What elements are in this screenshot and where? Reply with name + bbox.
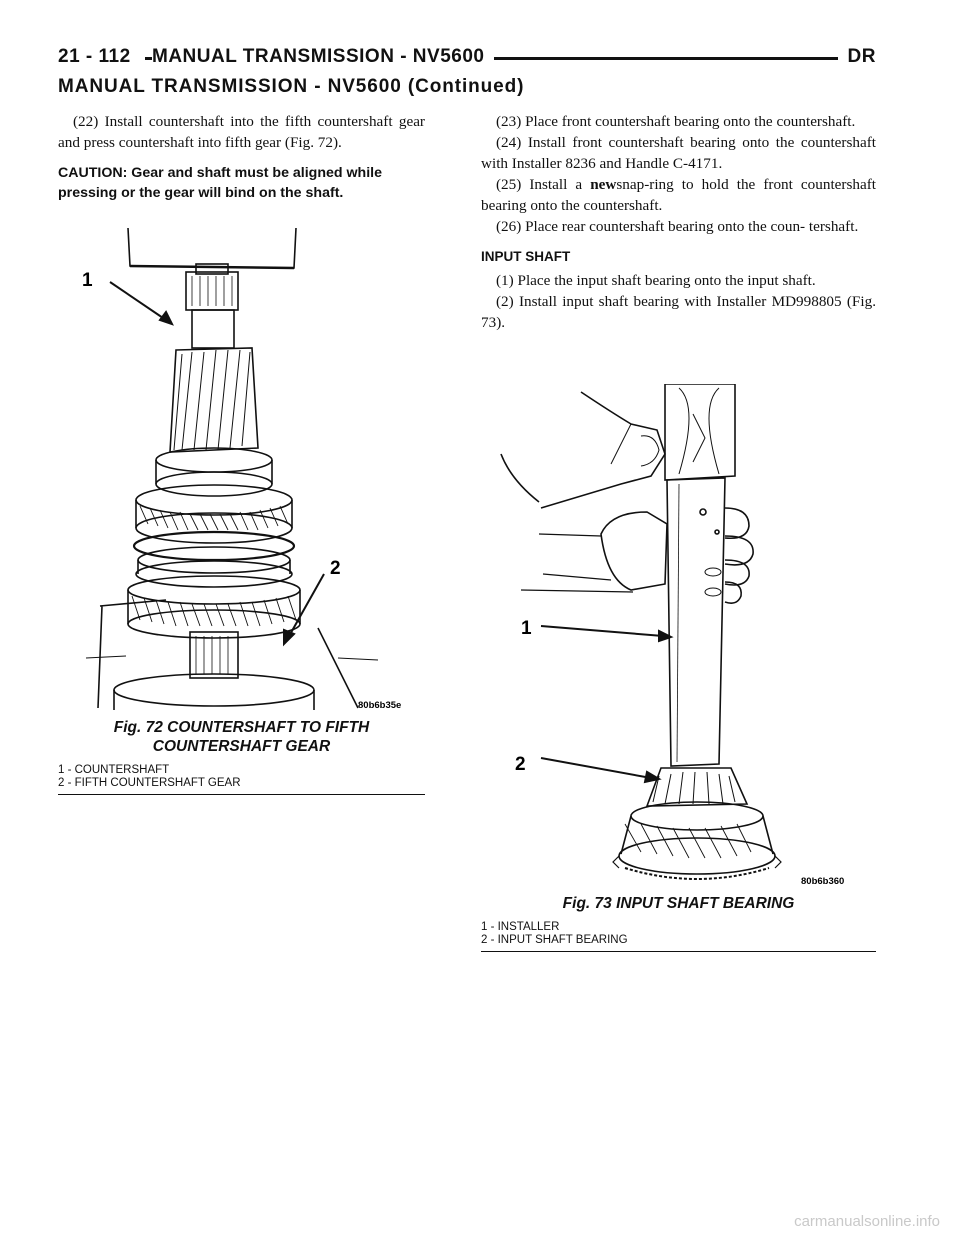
header-title: MANUAL TRANSMISSION - NV5600 <box>152 46 494 68</box>
step-24: (24) Install front countershaft bearing onto the countershaft with Installer 8236 and Handle C-4171. <box>481 134 876 172</box>
step-25-text-a: (25) Install a <box>496 176 591 193</box>
watermark: carmanualsonline.info <box>794 1213 940 1230</box>
step-26: (26) Place rear countershaft bearing onto the coun- tershaft. <box>496 218 859 235</box>
right-column <box>481 111 876 333</box>
fig73-callout-1: 1 <box>521 618 532 639</box>
left-column <box>58 111 425 215</box>
figure-73 <box>481 384 876 952</box>
page-number: 21 - 112 <box>58 46 145 68</box>
figure-72 <box>58 228 425 795</box>
step-25 <box>481 174 876 216</box>
countershaft-gear-illustration <box>58 228 425 718</box>
fig72-callout-1: 1 <box>82 270 93 291</box>
page-subtitle: MANUAL TRANSMISSION - NV5600 (Continued) <box>58 76 525 97</box>
step-25-new: new <box>590 176 617 193</box>
caution-note: CAUTION: Gear and shaft must be aligned while pressing or the gear will bind on the shaft. <box>58 165 382 201</box>
fig72-title-line2: COUNTERSHAFT GEAR <box>152 738 331 755</box>
step-1: (1) Place the input shaft bearing onto the input shaft. <box>496 272 816 289</box>
fig73-legend <box>481 921 876 947</box>
fig73-legend-item-1: 1 - INSTALLER <box>481 921 560 933</box>
input-shaft-bearing-illustration <box>481 384 876 894</box>
fig72-legend-rule <box>58 794 425 795</box>
fig73-legend-rule <box>481 951 876 952</box>
fig73-legend-item-2: 2 - INPUT SHAFT BEARING <box>481 934 628 946</box>
step-22: (22) Install countershaft into the fifth countershaft gear and press countershaft into fifth gear (Fig. 72). <box>58 113 425 151</box>
fig72-code: 80b6b35e <box>358 700 402 711</box>
fig72-title-line1: Fig. 72 COUNTERSHAFT TO FIFTH <box>113 719 370 736</box>
step-2: (2) Install input shaft bearing with Installer MD998805 (Fig. 73). <box>481 293 876 331</box>
fig72-callout-2: 2 <box>330 558 341 579</box>
section-title-input-shaft: INPUT SHAFT <box>481 249 571 264</box>
fig73-code: 80b6b360 <box>801 876 845 887</box>
fig73-title: Fig. 73 INPUT SHAFT BEARING <box>562 895 795 912</box>
step-23: (23) Place front countershaft bearing onto the countershaft. <box>496 113 856 130</box>
step-25-text-b: snap-ring to hold the front countershaft bearing onto the countershaft. <box>481 176 876 214</box>
fig72-legend <box>58 764 425 790</box>
fig72-legend-item-1: 1 - COUNTERSHAFT <box>58 764 170 776</box>
page-header <box>58 46 876 70</box>
fig73-callout-2: 2 <box>515 754 526 775</box>
fig72-legend-item-2: 2 - FIFTH COUNTERSHAFT GEAR <box>58 777 241 789</box>
header-code: DR <box>838 46 876 68</box>
